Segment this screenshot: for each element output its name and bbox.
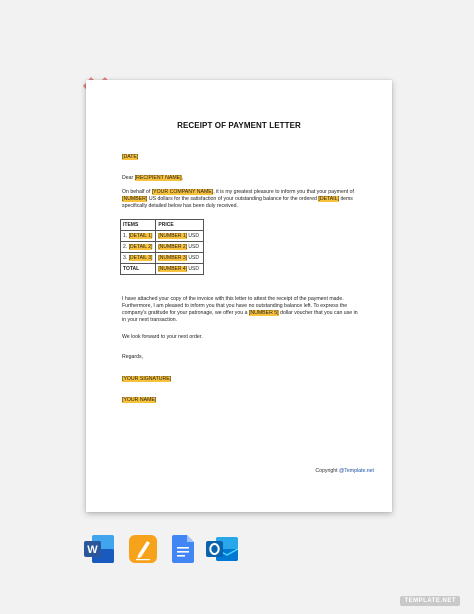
header-price: PRICE — [156, 220, 204, 231]
voucher-placeholder: [NUMBER 5] — [248, 310, 279, 316]
copyright-footer: Copyright @Template.net — [315, 468, 374, 474]
paragraph-2: I have attached your copy of the invoice with this letter to attest the receipt of the payment made. Furthermore, I am pleased to inform you that you have no outstanding balance left. To express the company's gratitude for your patronage, we offer you a [NUMBER 5] dollar voucher that you can use in in your next transaction. — [122, 296, 358, 323]
name-line — [122, 397, 368, 404]
outlook-icon[interactable] — [206, 535, 238, 563]
letter-page — [86, 80, 392, 512]
date-line — [122, 154, 368, 161]
salutation: Dear [RECIPIENT NAME], — [122, 175, 184, 181]
date-placeholder: [DATE] — [122, 154, 139, 160]
pages-icon[interactable] — [129, 535, 157, 563]
table-header-row — [121, 220, 204, 231]
signature-placeholder: [YOUR SIGNATURE] — [122, 376, 172, 382]
table-row: 1. [DETAIL 1] [NUMBER 1] USD — [121, 231, 204, 242]
name-placeholder: [YOUR NAME] — [122, 397, 157, 403]
detail-placeholder: [DETAIL] — [318, 196, 340, 202]
paragraph-3: We look forward to your next order. — [122, 334, 203, 340]
company-placeholder: [YOUR COMPANY NAME] — [151, 189, 214, 195]
total-label: TOTAL — [121, 264, 156, 275]
signature-line — [122, 376, 368, 383]
closing: Regards, — [122, 354, 144, 360]
letter-title: RECEIPT OF PAYMENT LETTER — [177, 121, 301, 130]
watermark-badge: TEMPLATE.NET — [400, 596, 460, 606]
google-docs-icon[interactable] — [172, 535, 194, 563]
number-placeholder: [NUMBER] — [122, 196, 148, 202]
svg-text:W: W — [87, 544, 98, 556]
paragraph-1: On behalf of [YOUR COMPANY NAME], it is my greatest pleasure to inform you that your payment of [NUMBER] US dollars for the satisfaction of your outstanding balance for the ordered [DETAIL] items specifically detailed below has been duly received. — [122, 189, 354, 209]
word-icon[interactable] — [84, 535, 114, 563]
table-row: 2. [DETAIL 2] [NUMBER 2] USD — [121, 242, 204, 253]
template-net-link[interactable]: @Template.net — [339, 468, 374, 474]
header-items: ITEMS — [121, 220, 156, 231]
table-total-row: TOTAL [NUMBER 4] USD — [121, 264, 204, 275]
table-row: 3. [DETAIL 3] [NUMBER 3] USD — [121, 253, 204, 264]
recipient-placeholder: [RECIPIENT NAME] — [134, 175, 182, 181]
items-table — [120, 219, 204, 275]
